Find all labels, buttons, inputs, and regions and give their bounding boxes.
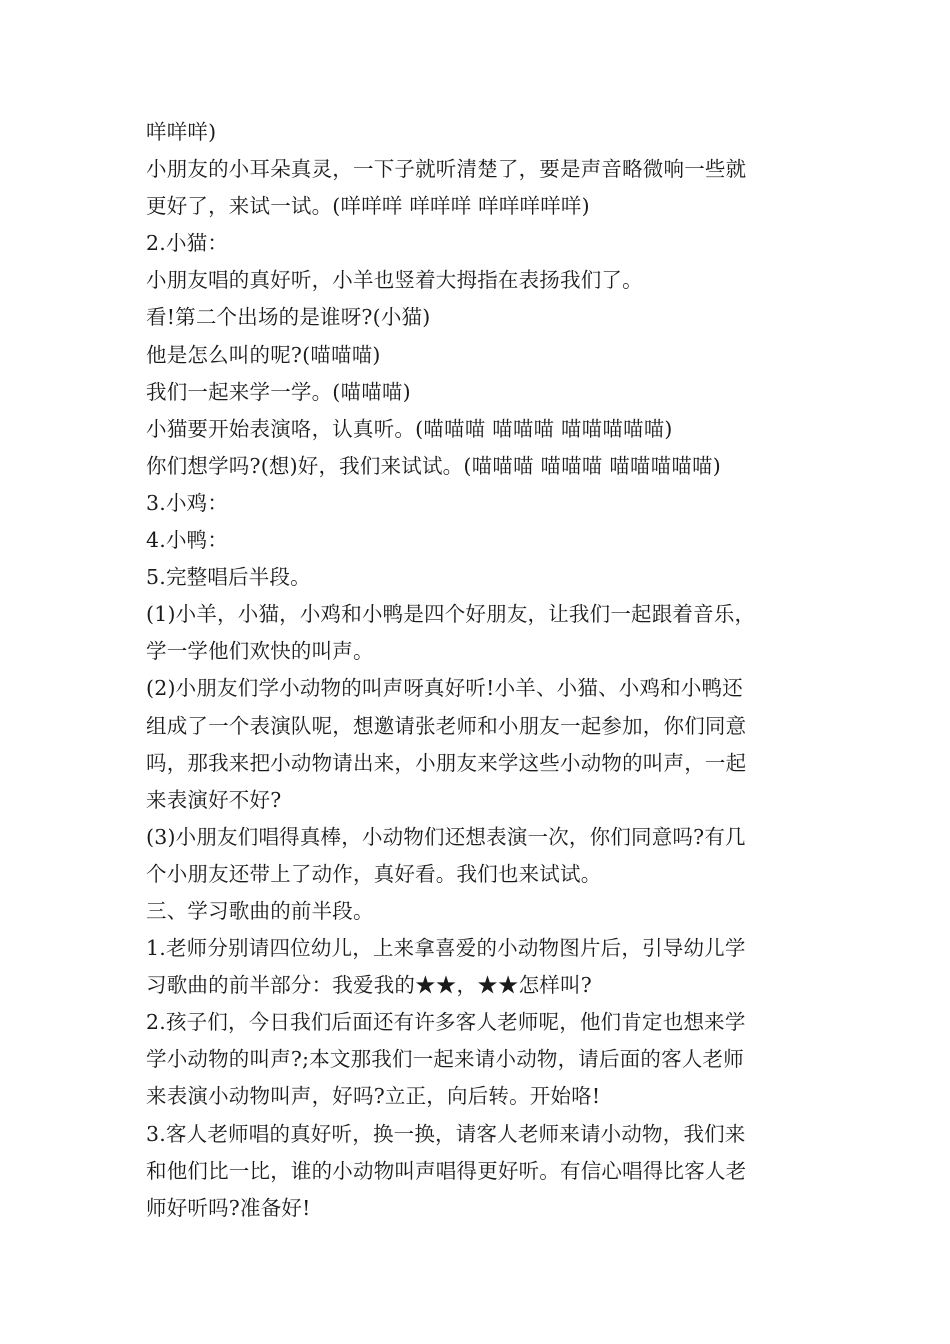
text-line: 我们一起来学一学。(喵喵喵): [146, 379, 411, 404]
text-line: 5.完整唱后半段。: [146, 565, 311, 590]
text-line: 2.孩子们，今日我们后面还有许多客人老师呢，他们肯定也想来学: [146, 1010, 746, 1035]
text-line: 1.老师分别请四位幼儿，上来拿喜爱的小动物图片后，引导幼儿学: [146, 936, 746, 961]
text-line: 2.小猫：: [146, 231, 229, 256]
text-line: 更好了，来试一试。(咩咩咩 咩咩咩 咩咩咩咩咩): [146, 194, 590, 219]
text-line: 个小朋友还带上了动作，真好看。我们也来试试。: [146, 861, 602, 886]
text-line: 学一学他们欢快的叫声。: [146, 639, 374, 664]
text-line: 吗，那我来把小动物请出来，小朋友来学这些小动物的叫声，一起: [146, 750, 747, 775]
text-line: 看!第二个出场的是谁呀?(小猫): [146, 305, 431, 330]
text-line: (3)小朋友们唱得真棒，小动物们还想表演一次，你们同意吗?有几: [146, 824, 746, 849]
text-line: 来表演小动物叫声，好吗?立正，向后转。开始咯!: [146, 1084, 601, 1109]
text-line: 你们想学吗?(想)好，我们来试试。(喵喵喵 喵喵喵 喵喵喵喵喵): [146, 453, 721, 478]
text-line: 3.小鸡：: [146, 490, 229, 515]
text-line: 习歌曲的前半部分：我爱我的★★，★★怎样叫?: [146, 973, 592, 998]
text-line: 4.小鸭：: [146, 528, 229, 553]
text-line: (1)小羊，小猫，小鸡和小鸭是四个好朋友，让我们一起跟着音乐，: [146, 602, 756, 627]
text-line: 三、学习歌曲的前半段。: [146, 898, 374, 923]
text-line: 他是怎么叫的呢?(喵喵喵): [146, 342, 381, 367]
text-line: 3.客人老师唱的真好听，换一换，请客人老师来请小动物，我们来: [146, 1121, 746, 1146]
text-line: 和他们比一比，谁的小动物叫声唱得更好听。有信心唱得比客人老: [146, 1158, 747, 1183]
text-line: 组成了一个表演队呢，想邀请张老师和小朋友一起参加，你们同意: [146, 713, 747, 738]
text-line: 小猫要开始表演咯，认真听。(喵喵喵 喵喵喵 喵喵喵喵喵): [146, 416, 673, 441]
text-line: 咩咩咩): [146, 120, 217, 144]
text-line: 小朋友唱的真好听，小羊也竖着大拇指在表扬我们了。: [146, 268, 643, 293]
text-line: 学小动物的叫声?;本文那我们一起来请小动物，请后面的客人老师: [146, 1047, 744, 1072]
text-line: 师好听吗?准备好!: [146, 1195, 311, 1220]
document-body: [146, 114, 811, 1227]
text-line: 来表演好不好?: [146, 787, 282, 812]
text-line: 小朋友的小耳朵真灵，一下子就听清楚了，要是声音略微响一些就: [146, 157, 747, 182]
text-line: (2)小朋友们学小动物的叫声呀真好听!小羊、小猫、小鸡和小鸭还: [146, 676, 743, 701]
